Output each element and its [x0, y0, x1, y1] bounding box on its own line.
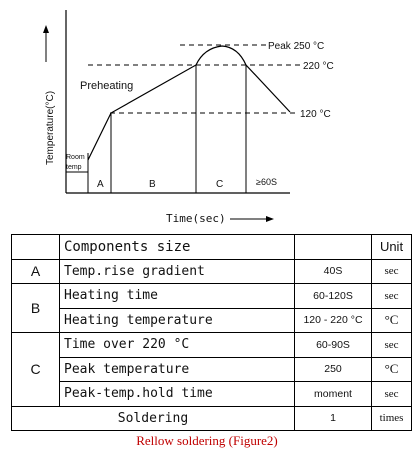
soldering-label: Soldering — [12, 406, 295, 431]
soldering-unit: times — [372, 406, 412, 431]
group-label-c: C — [12, 333, 60, 407]
group-label-b: B — [12, 284, 60, 333]
value-peak-temperature: 250 — [295, 357, 372, 382]
unit-time-over-220: sec — [372, 333, 412, 358]
value-heating-time: 60-120S — [295, 284, 372, 309]
figure-caption: Rellow soldering (Figure2) — [136, 433, 278, 448]
preheating-label: Preheating — [80, 80, 134, 92]
room-temp-label-line2: temp — [66, 164, 82, 171]
unit-peak-hold-time: sec — [372, 382, 412, 407]
param-heating-time: Heating time — [60, 284, 295, 309]
table-row — [12, 333, 412, 358]
room-temp-label-line1: Room — [66, 154, 85, 161]
header-components-size: Components size — [60, 235, 295, 260]
unit-peak-temperature: °C — [372, 357, 412, 382]
value-heating-temperature: 120 - 220 °C — [295, 308, 372, 333]
table-row — [12, 357, 412, 382]
unit-heating-time: sec — [372, 284, 412, 309]
param-temp-rise-gradient: Temp.rise gradient — [60, 259, 295, 284]
reflow-specification-table — [11, 234, 412, 431]
unit-heating-temperature: °C — [372, 308, 412, 333]
header-blank-cell — [12, 235, 60, 260]
param-time-over-220: Time over 220 °C — [60, 333, 295, 358]
table-row — [12, 382, 412, 407]
y-axis-label: Temperature(°C) — [45, 90, 56, 165]
x-axis-arrow-head — [266, 216, 274, 222]
value-peak-hold-time: moment — [295, 382, 372, 407]
level-220-label: 220 °C — [303, 61, 334, 72]
zone-c-label: C — [216, 179, 224, 190]
peak-temperature-label: Peak 250 °C — [268, 41, 325, 52]
table-row — [12, 259, 412, 284]
zone-a-label: A — [97, 179, 104, 190]
param-peak-temperature: Peak temperature — [60, 357, 295, 382]
reflow-profile-curve — [88, 46, 290, 160]
param-heating-temperature: Heating temperature — [60, 308, 295, 333]
header-unit: Unit — [372, 235, 412, 260]
header-value-blank-cell — [295, 235, 372, 260]
y-axis-arrow-head — [43, 25, 49, 33]
value-time-over-220: 60-90S — [295, 333, 372, 358]
table-header-row — [12, 235, 412, 260]
table-row — [12, 308, 412, 333]
value-temp-rise-gradient: 40S — [295, 259, 372, 284]
unit-temp-rise-gradient: sec — [372, 259, 412, 284]
group-label-a: A — [12, 259, 60, 284]
x-axis-label: Time(sec) — [166, 212, 226, 225]
level-120-label: 120 °C — [300, 109, 331, 120]
zone-b-label: B — [149, 179, 156, 190]
hold-time-label: ≥60S — [256, 177, 277, 187]
table-row — [12, 284, 412, 309]
soldering-value: 1 — [295, 406, 372, 431]
param-peak-hold-time: Peak-temp.hold time — [60, 382, 295, 407]
soldering-row — [12, 406, 412, 431]
